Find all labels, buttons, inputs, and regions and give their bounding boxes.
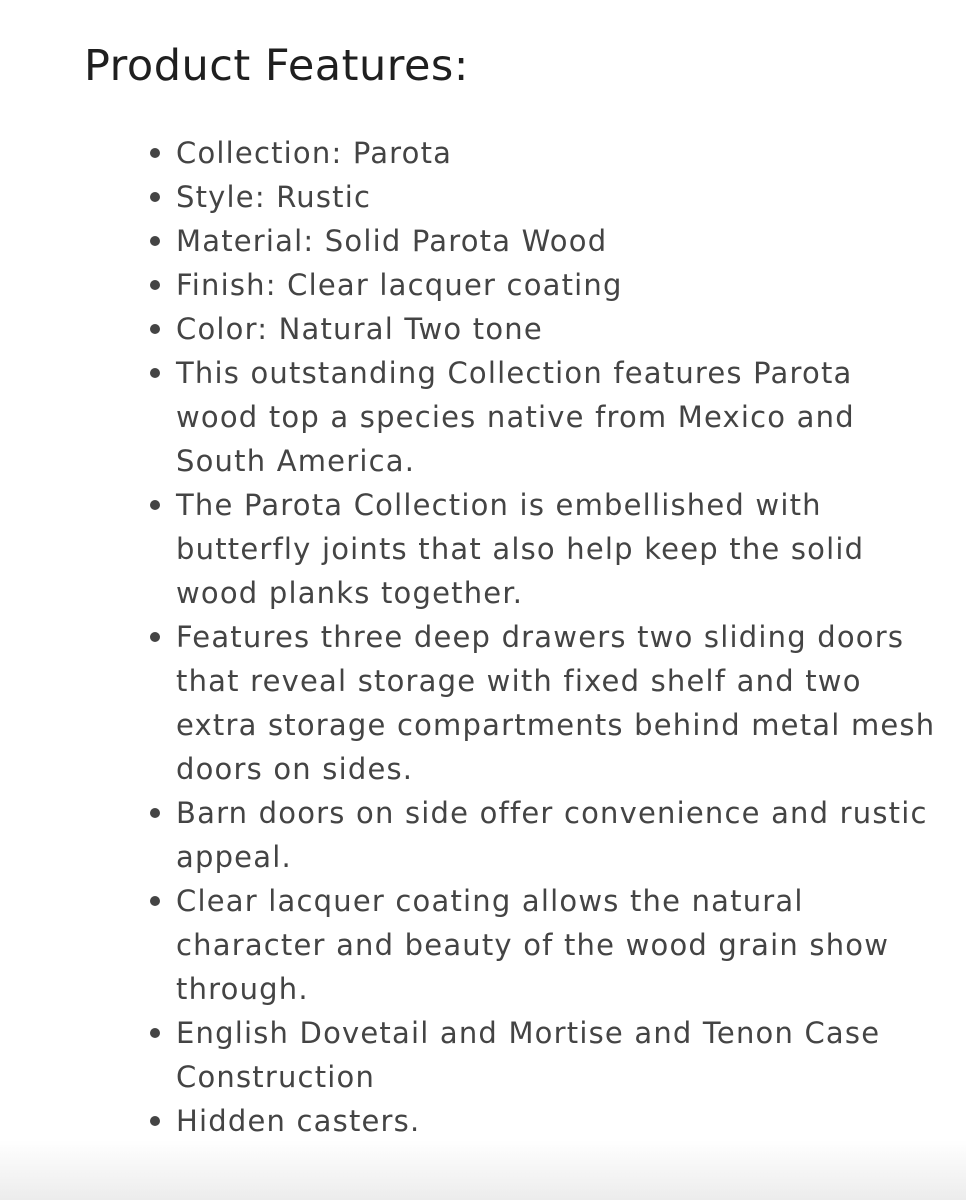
feature-item-lacquer: [146, 879, 936, 1011]
feature-item-wood-origin: [146, 351, 936, 483]
bullet-icon: [150, 1028, 160, 1038]
feature-item-material: [146, 219, 936, 263]
bullet-icon: [150, 368, 160, 378]
feature-text: Finish: Clear lacquer coating: [176, 268, 623, 302]
feature-text: Clear lacquer coating allows the natural character and beauty of the wood grain show through.: [176, 884, 890, 1006]
feature-item-storage: [146, 615, 936, 791]
feature-text: The Parota Collection is embellished with butterfly joints that also help keep the solid wood planks together.: [176, 488, 865, 610]
feature-text: Barn doors on side offer convenience and rustic appeal.: [176, 796, 928, 874]
bullet-icon: [150, 632, 160, 642]
feature-item-barn-doors: [146, 791, 936, 879]
feature-item-color: [146, 307, 936, 351]
bullet-icon: [150, 280, 160, 290]
feature-text: Features three deep drawers two sliding doors that reveal storage with fixed shelf and two extra storage compartments behind metal mesh doors on sides.: [176, 620, 936, 786]
feature-text: Color: Natural Two tone: [176, 312, 543, 346]
bullet-icon: [150, 1116, 160, 1126]
bullet-icon: [150, 148, 160, 158]
bullet-icon: [150, 500, 160, 510]
feature-item-casters: [146, 1099, 936, 1143]
bullet-icon: [150, 236, 160, 246]
feature-item-finish: [146, 263, 936, 307]
feature-item-butterfly-joints: [146, 483, 936, 615]
feature-item-style: [146, 175, 936, 219]
feature-text: Hidden casters.: [176, 1104, 421, 1138]
bullet-icon: [150, 896, 160, 906]
feature-text: English Dovetail and Mortise and Tenon Case Construction: [176, 1016, 881, 1094]
feature-text: Collection: Parota: [176, 136, 453, 170]
bullet-icon: [150, 324, 160, 334]
page-title: Product Features:: [84, 41, 469, 91]
feature-item-collection: [146, 131, 936, 175]
bullet-icon: [150, 808, 160, 818]
feature-text: This outstanding Collection features Parota wood top a species native from Mexico and South America.: [176, 356, 855, 478]
feature-item-construction: [146, 1011, 936, 1099]
bullet-icon: [150, 192, 160, 202]
feature-text: Style: Rustic: [176, 180, 372, 214]
feature-text: Material: Solid Parota Wood: [176, 224, 608, 258]
features-list: [146, 131, 936, 1143]
bottom-fade: [0, 1140, 966, 1200]
